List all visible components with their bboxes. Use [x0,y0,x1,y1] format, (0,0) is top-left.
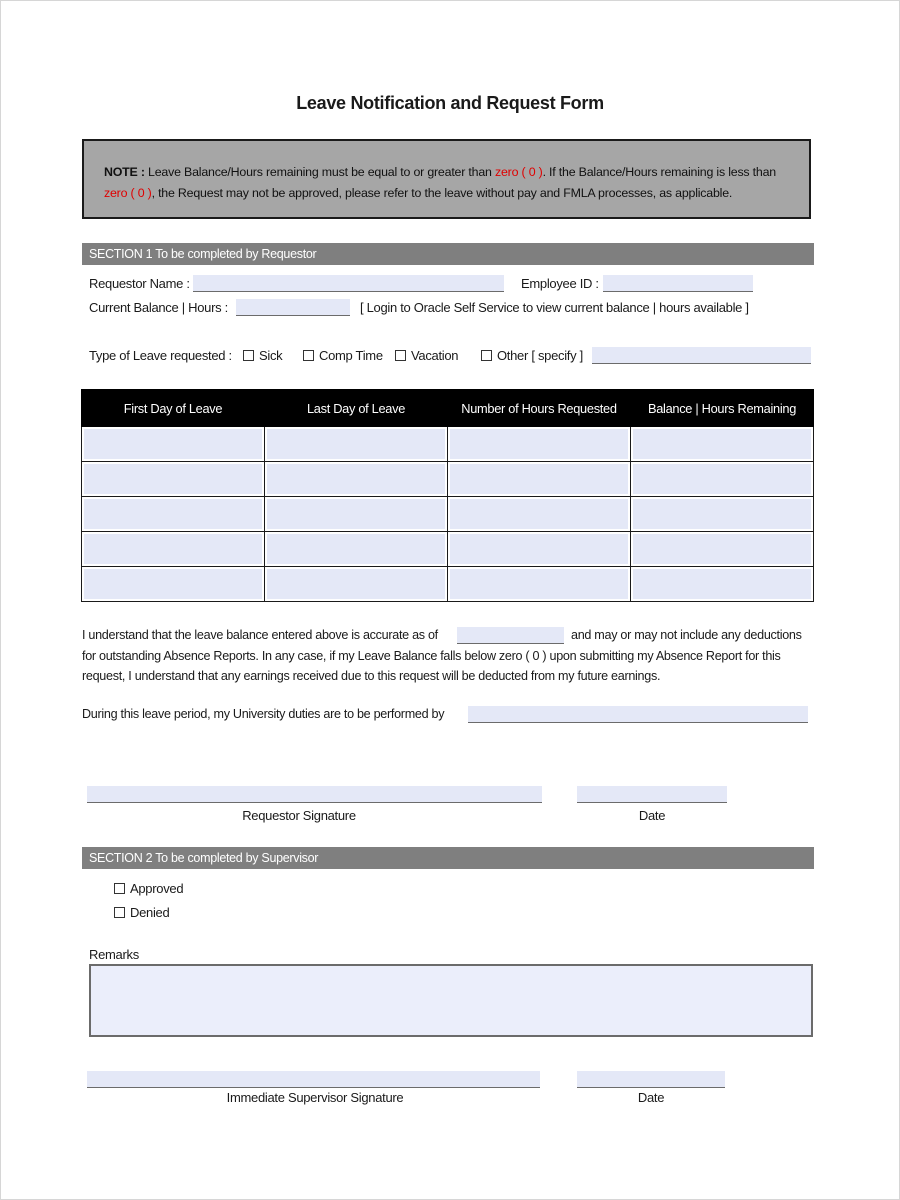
note-box [82,139,811,219]
first-day-cell[interactable] [82,462,265,497]
last-day-cell[interactable] [265,532,448,567]
requestor-signature-label: Requestor Signature [242,808,356,823]
column-header-last-day: Last Day of Leave [265,390,448,427]
leave-type-sick[interactable] [243,348,282,363]
column-header-first-day: First Day of Leave [82,390,265,427]
current-balance-label: Current Balance | Hours : [89,300,228,315]
section-2-header: SECTION 2 To be completed by Supervisor [82,847,814,869]
ack-part-1: I understand that the leave balance entered above is accurate as of [82,628,438,642]
note-zero-2: zero ( 0 ) [104,186,152,200]
first-day-cell[interactable] [82,567,265,602]
ack-line-3: request, I understand that any earnings received due to this request will be deducted from my future earnings. [82,669,661,683]
hours-requested-cell[interactable] [448,532,631,567]
table-row [82,427,814,462]
ack-line-1 [82,625,822,646]
hours-requested-cell[interactable] [448,462,631,497]
balance-hint: [ Login to Oracle Self Service to view current balance | hours available ] [360,300,749,315]
hours-requested-cell[interactable] [448,567,631,602]
checkbox-icon[interactable] [243,350,254,361]
checkbox-icon[interactable] [114,883,125,894]
balance-remaining-cell[interactable] [631,497,814,532]
remarks-label: Remarks [89,947,139,962]
approved-option[interactable] [114,881,183,896]
leave-type-comp-time[interactable] [303,348,383,363]
last-day-cell[interactable] [265,567,448,602]
acknowledgement-paragraph [82,625,822,687]
first-day-cell[interactable] [82,497,265,532]
requestor-date-field[interactable] [577,786,727,803]
supervisor-signature-field[interactable] [87,1071,540,1088]
leave-type-vacation-label: Vacation [411,348,459,363]
column-header-hours-requested: Number of Hours Requested [448,390,631,427]
other-specify-field[interactable] [592,347,811,364]
requestor-signature-field[interactable] [87,786,542,803]
requestor-name-field[interactable] [193,275,504,292]
requestor-date-label: Date [638,808,666,823]
supervisor-date-field[interactable] [577,1071,725,1088]
balance-remaining-cell[interactable] [631,427,814,462]
leave-type-label: Type of Leave requested : [89,348,232,363]
leave-type-vacation[interactable] [395,348,458,363]
note-zero-1: zero ( 0 ) [494,165,543,179]
column-header-balance-remaining: Balance | Hours Remaining [631,390,814,427]
balance-remaining-cell[interactable] [631,567,814,602]
balance-remaining-cell[interactable] [631,462,814,497]
leave-type-other[interactable] [481,348,583,363]
current-balance-field[interactable] [236,299,350,316]
employee-id-field[interactable] [603,275,753,292]
table-row [82,532,814,567]
first-day-cell[interactable] [82,427,265,462]
employee-id-label: Employee ID : [521,276,599,291]
note-prefix: NOTE : [104,165,145,179]
last-day-cell[interactable] [265,497,448,532]
denied-option[interactable] [114,905,169,920]
checkbox-icon[interactable] [395,350,406,361]
remarks-field[interactable] [89,964,813,1037]
leave-dates-table [81,389,814,602]
ack-part-2: and may or may not include any deductions [571,628,802,642]
page-title: Leave Notification and Request Form [296,93,604,113]
denied-label: Denied [130,905,170,920]
note-text-2: . If the Balance/Hours remaining is less than [542,165,776,179]
approved-label: Approved [130,881,184,896]
requestor-name-label: Requestor Name : [89,276,190,291]
supervisor-signature-label: Immediate Supervisor Signature [226,1090,404,1105]
note-text-3: , the Request may not be approved, please refer to the leave without pay and FMLA processes, as applicable. [151,186,733,200]
leave-type-other-label: Other [ specify ] [497,348,583,363]
supervisor-date-label: Date [637,1090,665,1105]
hours-requested-cell[interactable] [448,497,631,532]
table-row [82,497,814,532]
section-1-header: SECTION 1 To be completed by Requestor [82,243,814,265]
table-row [82,462,814,497]
checkbox-icon[interactable] [303,350,314,361]
first-day-cell[interactable] [82,532,265,567]
checkbox-icon[interactable] [114,907,125,918]
duties-label: During this leave period, my University duties are to be performed by [82,707,445,721]
accurate-as-of-date-field[interactable] [457,627,564,644]
balance-remaining-cell[interactable] [631,532,814,567]
duties-performed-by-field[interactable] [468,706,808,723]
leave-type-sick-label: Sick [259,348,283,363]
table-header-row [82,390,814,427]
checkbox-icon[interactable] [481,350,492,361]
leave-type-comp-time-label: Comp Time [319,348,383,363]
ack-line-2: for outstanding Absence Reports. In any case, if my Leave Balance falls below zero ( 0 ) upon submitting my Absence Report for this [82,648,781,663]
note-text-1: Leave Balance/Hours remaining must be equal to or greater than [144,165,495,179]
last-day-cell[interactable] [265,462,448,497]
hours-requested-cell[interactable] [448,427,631,462]
table-row [82,567,814,602]
last-day-cell[interactable] [265,427,448,462]
